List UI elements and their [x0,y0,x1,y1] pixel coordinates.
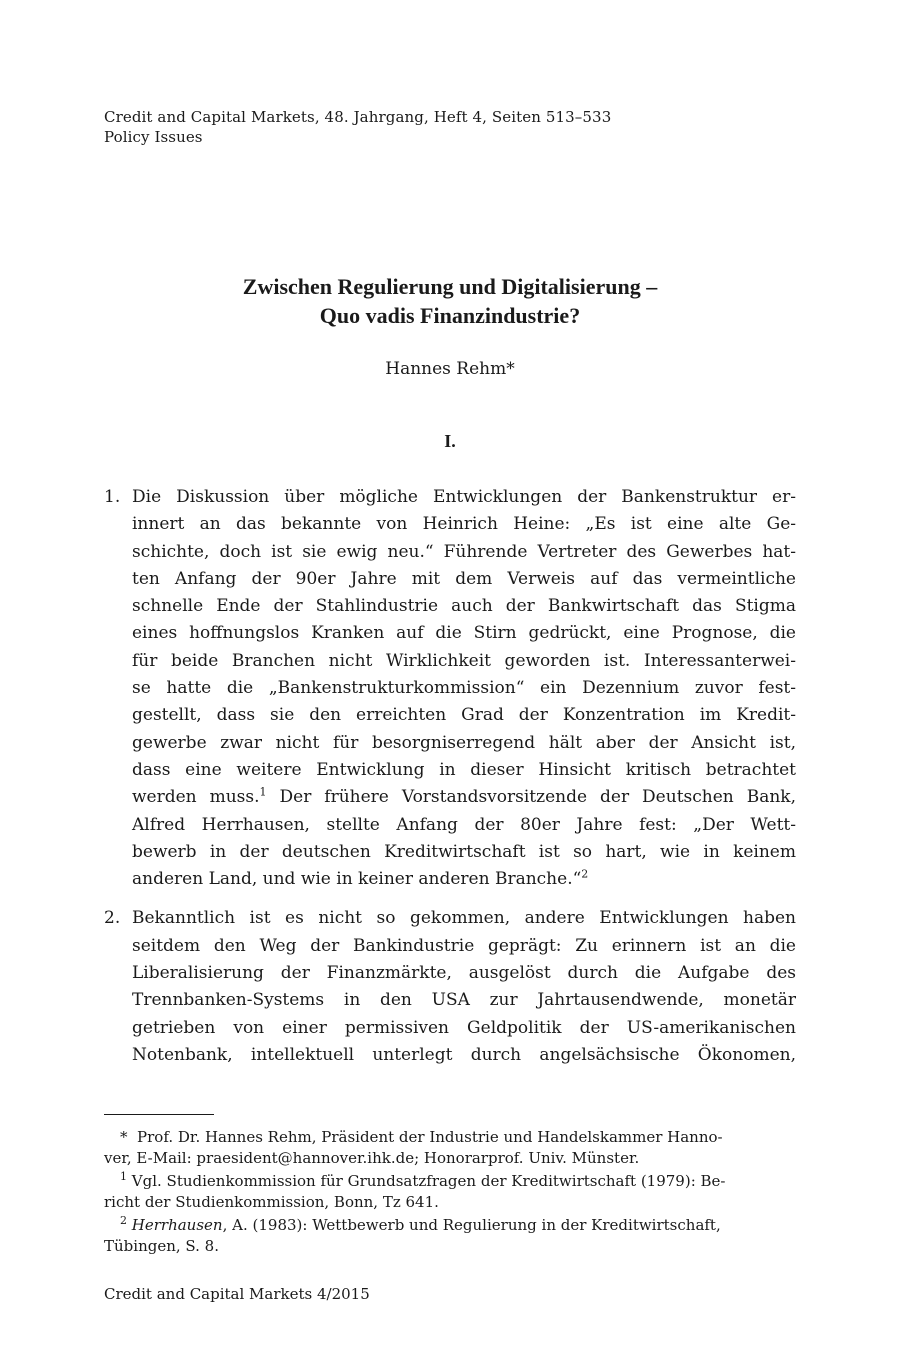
footnote-mark: 1 [120,1170,127,1183]
footnote-line [104,1215,796,1236]
footnotes [104,1127,796,1257]
text-line: ten Anfang der 90er Jahre mit dem Verweis auf das vermeintliche [132,568,796,589]
footnote-ref[interactable]: 1 [259,785,267,799]
text-line: Bekanntlich ist es nicht so gekommen, andere Entwicklungen haben [132,908,796,929]
footnote-line [104,1171,796,1192]
cited-author: Herrhausen [131,1216,223,1234]
text-line: schichte, doch ist sie ewig neu.“ Führende Vertreter des Gewerbes hat- [132,541,796,562]
text-segment: Der frühere Vorstandsvorsitzende der Deutschen Bank, [279,787,796,808]
footnote-text: , A. (1983): Wettbewerb und Regulierung in der Kreditwirtschaft, [222,1216,721,1234]
text-line: Notenbank, intellektuell unterlegt durch angelsächsische Ökonomen, [132,1044,796,1065]
text-line: gewerbe zwar nicht für besorgniserregend hält aber der Ansicht ist, [132,732,796,753]
footnote-divider [104,1114,214,1115]
running-header [104,107,611,147]
text-segment: werden muss. [132,787,260,808]
text-line: für beide Branchen nicht Wirklichkeit geworden ist. Interessanterwei- [132,650,796,671]
text-line: se hatte die „Bankenstrukturkommission“ ein Dezennium zuvor fest- [132,678,796,699]
text-line: seitdem den Weg der Bankindustrie geprägt: Zu erinnern ist an die [132,935,796,956]
text-segment: anderen Land, und wie in keiner anderen Branche.“ [132,869,582,890]
text-line: innert an das bekannte von Heinrich Heine: „Es ist eine alte Ge- [132,514,796,535]
footnote-line [104,1127,796,1148]
section-heading: I. [444,431,456,451]
text-line [132,866,796,893]
text-line: dass eine weitere Entwicklung in dieser Hinsicht kritisch betrachtet [132,759,796,780]
body-text [104,484,796,1069]
text-line: Die Diskussion über mögliche Entwicklungen der Bankenstruktur er- [132,487,796,507]
author-name: Hannes Rehm* [385,359,515,379]
text-line: schnelle Ende der Stahlindustrie auch der Bankwirtschaft das Stigma [132,596,796,617]
footnote-line: ver, E-Mail: praesident@hannover.ihk.de; Honorarprof. Univ. Münster. [104,1149,640,1167]
paragraph-number: 2. [104,908,121,929]
text-line: bewerb in der deutschen Kreditwirtschaft ist so hart, wie in keinem [132,841,796,862]
footnote-text: Vgl. Studienkommission für Grundsatzfragen der Kreditwirtschaft (1979): Be- [131,1172,726,1190]
footnote-2 [104,1215,796,1257]
text-line: Trennbanken-Systems in den USA zur Jahrtausendwende, monetär [132,990,796,1011]
title-line-1: Zwischen Regulierung und Digitalisierung – [242,274,658,299]
paragraph-number: 1. [104,487,121,507]
running-footer: Credit and Capital Markets 4/2015 [104,1285,370,1303]
footnote-author [104,1127,796,1169]
text-line: eines hoffnungslos Kranken auf die Stirn gedrückt, eine Prognose, die [132,623,796,644]
footnote-mark: * [120,1128,128,1146]
footnote-line: richt der Studienkommission, Bonn, Tz 641. [104,1193,439,1211]
footnote-ref[interactable]: 2 [581,867,589,881]
section-label: Policy Issues [104,128,203,146]
footnote-text: Prof. Dr. Hannes Rehm, Präsident der Industrie und Handelskammer Hanno- [137,1128,723,1146]
paragraph-2 [104,905,796,1069]
footnote-line: Tübingen, S. 8. [104,1237,219,1255]
article-title [0,272,900,330]
text-line: Liberalisierung der Finanzmärkte, ausgelöst durch die Aufgabe des [132,963,796,984]
text-line [132,784,796,811]
text-line: gestellt, dass sie den erreichten Grad der Konzentration im Kredit- [132,705,796,726]
paragraph-1 [104,484,796,893]
title-line-2: Quo vadis Finanzindustrie? [319,303,581,328]
journal-citation: Credit and Capital Markets, 48. Jahrgang, Heft 4, Seiten 513–533 [104,108,612,126]
footnote-mark: 2 [120,1214,127,1227]
text-line: getrieben von einer permissiven Geldpolitik der US-amerikanischen [132,1017,796,1038]
text-line: Alfred Herrhausen, stellte Anfang der 80er Jahre fest: „Der Wett- [132,814,796,835]
footnote-1 [104,1171,796,1213]
